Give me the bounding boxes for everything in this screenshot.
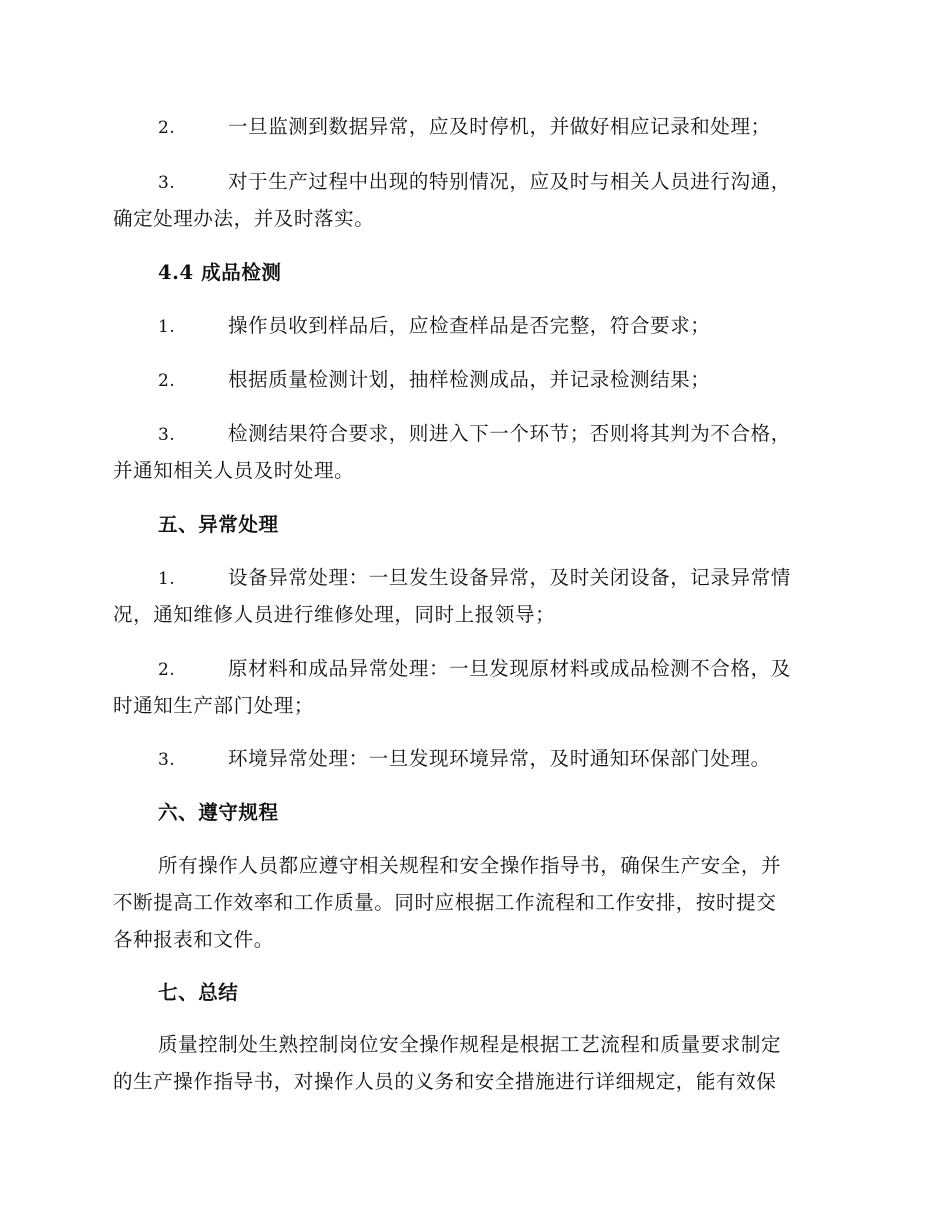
item-text: 对于生产过程中出现的特别情况，应及时与相关人员进行沟通， [228, 170, 791, 193]
paragraph-text: 不断提高工作效率和工作质量。同时应根据工作流程和工作安排，按时提交 [113, 891, 777, 914]
paragraph-text: 各种报表和文件。 [113, 928, 274, 951]
item-number: 3. [158, 750, 176, 770]
heading-text: 六、遵守规程 [158, 801, 279, 824]
item-text-continued: 况，通知维修人员进行维修处理，同时上报领导； [113, 603, 556, 626]
list-item [113, 740, 833, 777]
item-text: 一旦监测到数据异常，应及时停机，并做好相应记录和处理； [228, 115, 771, 138]
section-heading [113, 506, 833, 543]
item-text: 操作员收到样品后，应检查样品是否完整，符合要求； [228, 314, 711, 337]
list-item [113, 163, 833, 237]
list-item [113, 307, 833, 344]
item-text: 设备异常处理：一旦发生设备异常，及时关闭设备，记录异常情 [228, 566, 791, 589]
list-item [113, 559, 833, 633]
list-item [113, 361, 833, 398]
section-heading [113, 794, 833, 831]
item-number: 2. [158, 660, 176, 680]
heading-text: 七、总结 [158, 981, 239, 1004]
item-number: 2. [158, 118, 176, 138]
list-item [113, 108, 833, 145]
item-text: 检测结果符合要求，则进入下一个环节；否则将其判为不合格， [228, 422, 791, 445]
paragraph-text: 所有操作人员都应遵守相关规程和安全操作指导书，确保生产安全，并 [158, 854, 782, 877]
item-text-continued: 时通知生产部门处理； [113, 694, 315, 717]
paragraph-text: 的生产操作指导书，对操作人员的义务和安全措施进行详细规定，能有效保 [113, 1070, 777, 1093]
paragraph [113, 1026, 833, 1100]
item-number: 1. [158, 569, 176, 589]
paragraph [113, 847, 833, 958]
heading-text: 4.4 成品检测 [158, 261, 282, 284]
item-text: 根据质量检测计划，抽样检测成品，并记录检测结果； [228, 368, 711, 391]
item-number: 3. [158, 173, 176, 193]
section-heading [113, 254, 833, 291]
paragraph-text: 质量控制处生熟控制岗位安全操作规程是根据工艺流程和质量要求制定 [158, 1033, 782, 1056]
section-heading [113, 974, 833, 1011]
item-text-continued: 并通知相关人员及时处理。 [113, 459, 355, 482]
item-text-continued: 确定处理办法，并及时落实。 [113, 207, 375, 230]
item-number: 3. [158, 425, 176, 445]
item-number: 2. [158, 371, 176, 391]
list-item [113, 415, 833, 489]
item-text: 原材料和成品异常处理：一旦发现原材料或成品检测不合格，及 [228, 657, 791, 680]
item-number: 1. [158, 317, 176, 337]
item-text: 环境异常处理：一旦发现环境异常，及时通知环保部门处理。 [228, 747, 771, 770]
list-item [113, 650, 833, 724]
heading-text: 五、异常处理 [158, 513, 279, 536]
